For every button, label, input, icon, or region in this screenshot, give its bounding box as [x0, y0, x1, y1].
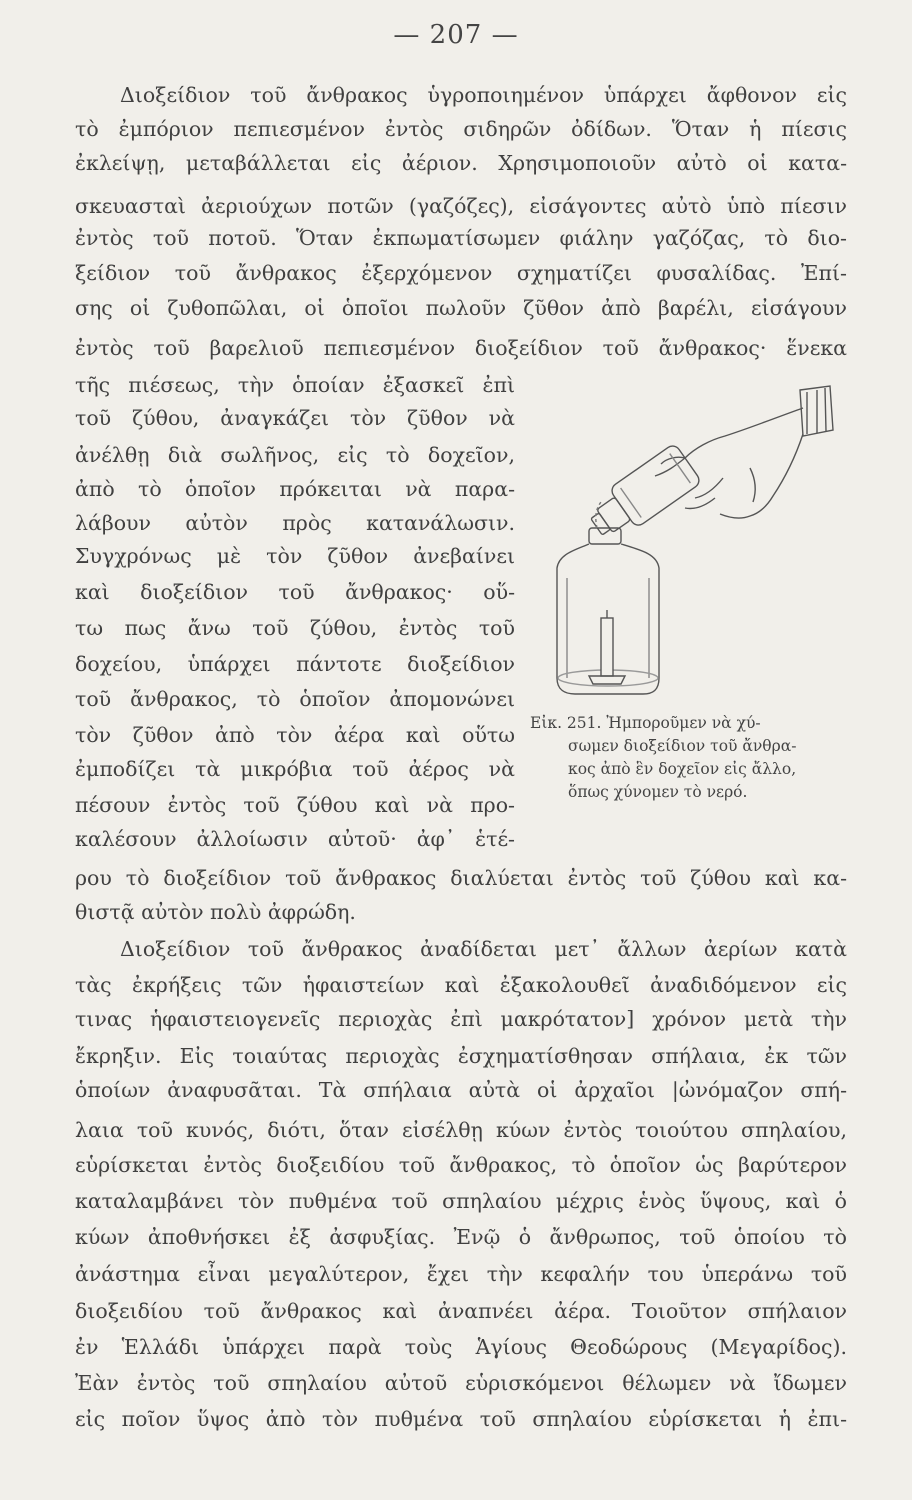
text-line: ρου τὸ διοξείδιον τοῦ ἄνθρακος διαλύεται ἐντὸς τοῦ ζύθου καὶ κα-	[75, 866, 847, 890]
text-line: Ἐὰν ἐντὸς τοῦ σπηλαίου αὐτοῦ εὑρισκόμενοι θέλωμεν νὰ ἴδωμεν	[75, 1371, 847, 1395]
text-line: Διοξείδιον τοῦ ἄνθρακος ὑγροποιημένον ὑπάρχει ἄφθονον εἰς	[120, 83, 847, 107]
text-line: ὁποίων ἀναφυσᾶται. Τὰ σπήλαια αὐτὰ οἱ ἀρχαῖοι |ὠνόμαζον σπή-	[75, 1078, 847, 1102]
text-line: θιστᾷ αὐτὸν πολὺ ἀφρώδη.	[75, 900, 356, 924]
text-line: καὶ διοξείδιον τοῦ ἄνθρακος· οὕ-	[75, 580, 515, 604]
text-line: τοῦ ζύθου, ἀναγκάζει τὸν ζῦθον νὰ	[75, 406, 515, 430]
text-line: τινας ἡφαιστειογενεῖς περιοχὰς ἐπὶ μακρότατον] χρόνον μετὰ τὴν	[75, 1007, 847, 1031]
text-line: τὸν ζῦθον ἀπὸ τὸν ἀέρα καὶ οὕτω	[75, 723, 515, 747]
text-line: ἀνέλθῃ διὰ σωλῆνος, εἰς τὸ δοχεῖον,	[75, 443, 515, 467]
text-line: ἐν Ἑλλάδι ὑπάρχει παρὰ τοὺς Ἁγίους Θεοδώρους (Μεγαρίδος).	[75, 1335, 847, 1359]
text-line: εἰς ποῖον ὕψος ἀπὸ τὸν πυθμένα τοῦ σπηλαίου εὑρίσκεται ἡ ἐπι-	[75, 1407, 847, 1431]
text-line: ἀνάστημα εἶναι μεγαλύτερον, ἔχει τὴν κεφαλήν του ὑπεράνω τοῦ	[75, 1262, 847, 1286]
text-line: τω πως ἄνω τοῦ ζύθου, ἐντὸς τοῦ	[75, 616, 515, 640]
page-number: — 207 —	[393, 20, 519, 50]
text-line: καλέσουν ἀλλοίωσιν αὐτοῦ· ἀφ᾽ ἑτέ-	[75, 827, 515, 851]
caption-line: ὅπως χύνομεν τὸ νερό.	[568, 783, 748, 801]
figure-caption	[530, 712, 850, 804]
text-line: πέσουν ἐντὸς τοῦ ζύθου καὶ νὰ προ-	[75, 793, 515, 817]
candle	[589, 610, 625, 684]
caption-line: κος ἀπὸ ἓν δοχεῖον εἰς ἄλλο,	[568, 760, 797, 778]
text-line: τὰς ἐκρήξεις τῶν ἡφαιστείων καὶ ἐξακολουθεῖ ἀναδιδόμενον εἰς	[75, 973, 847, 997]
text-line: ἐμποδίζει τὰ μικρόβια τοῦ ἀέρος νὰ	[75, 757, 515, 781]
text-line: τῆς πιέσεως, τὴν ὁποίαν ἐξασκεῖ ἐπὶ	[75, 373, 515, 397]
text-line: Συγχρόνως μὲ τὸν ζῦθον ἀνεβαίνει	[75, 544, 515, 568]
text-line: ἐκλείψῃ, μεταβάλλεται εἰς ἀέριον. Χρησιμοποιοῦν αὐτὸ οἱ κατα-	[75, 151, 847, 175]
text-line: ἐντὸς τοῦ βαρελιοῦ πεπιεσμένον διοξείδιον τοῦ ἄνθρακος· ἕνεκα	[75, 336, 847, 360]
text-line: σης οἱ ζυθοπῶλαι, οἱ ὁποῖοι πωλοῦν ζῦθον ἀπὸ βαρέλι, εἰσάγουν	[75, 296, 847, 320]
caption-line: σωμεν διοξείδιον τοῦ ἄνθρα-	[568, 737, 797, 755]
caption-line: Εἰκ. 251. Ἠμποροῦμεν νὰ χύ-	[530, 714, 761, 732]
text-line: τὸ ἐμπόριον πεπιεσμένον ἐντὸς σιδηρῶν ὀδίδων. Ὅταν ἡ πίεσις	[75, 117, 847, 141]
text-line: Διοξείδιον τοῦ ἄνθρακος ἀναδίδεται μετ᾽ ἄλλων ἀερίων κατὰ	[120, 937, 847, 961]
text-line: ξείδιον τοῦ ἄνθρακος ἐξερχόμενον σχηματίζει φυσαλίδας. Ἐπί-	[75, 261, 847, 285]
text-line: τοῦ ἄνθρακος, τὸ ὁποῖον ἀπομονώνει	[75, 687, 515, 711]
text-line: λάβουν αὐτὸν πρὸς κατανάλωσιν.	[75, 511, 515, 535]
text-line: καταλαμβάνει τὸν πυθμένα τοῦ σπηλαίου μέχρις ἑνὸς ὕψους, καὶ ὁ	[75, 1189, 847, 1213]
text-line: σκευασταὶ ἀεριούχων ποτῶν (γαζόζες), εἰσάγοντες αὐτὸ ὑπὸ πίεσιν	[75, 194, 847, 218]
text-line: ἐντὸς τοῦ ποτοῦ. Ὅταν ἐκπωματίσωμεν φιάλην γαζόζας, τὸ διο-	[75, 226, 847, 250]
text-line: λαια τοῦ κυνός, διότι, ὅταν εἰσέλθῃ κύων ἐντὸς τοιούτου σπηλαίου,	[75, 1118, 847, 1142]
text-line: ἀπὸ τὸ ὁποῖον πρόκειται νὰ παρα-	[75, 477, 515, 501]
text-line: εὑρίσκεται ἐντὸς διοξειδίου τοῦ ἄνθρακος, τὸ ὁποῖον ὡς βαρύτερον	[75, 1153, 847, 1177]
text-line: διοξειδίου τοῦ ἄνθρακος καὶ ἀναπνέει ἀέρα. Τοιοῦτον σπήλαιον	[75, 1299, 847, 1323]
text-line: δοχείου, ὑπάρχει πάντοτε διοξείδιον	[75, 652, 515, 676]
pouring-illustration	[545, 378, 845, 708]
text-line: ἔκρηξιν. Εἰς τοιαύτας περιοχὰς ἐσχηματίσθησαν σπήλαια, ἐκ τῶν	[75, 1044, 847, 1068]
text-line: κύων ἀποθνήσκει ἐξ ἀσφυξίας. Ἐνῷ ὁ ἄνθρωπος, τοῦ ὁποίου τὸ	[75, 1225, 847, 1249]
